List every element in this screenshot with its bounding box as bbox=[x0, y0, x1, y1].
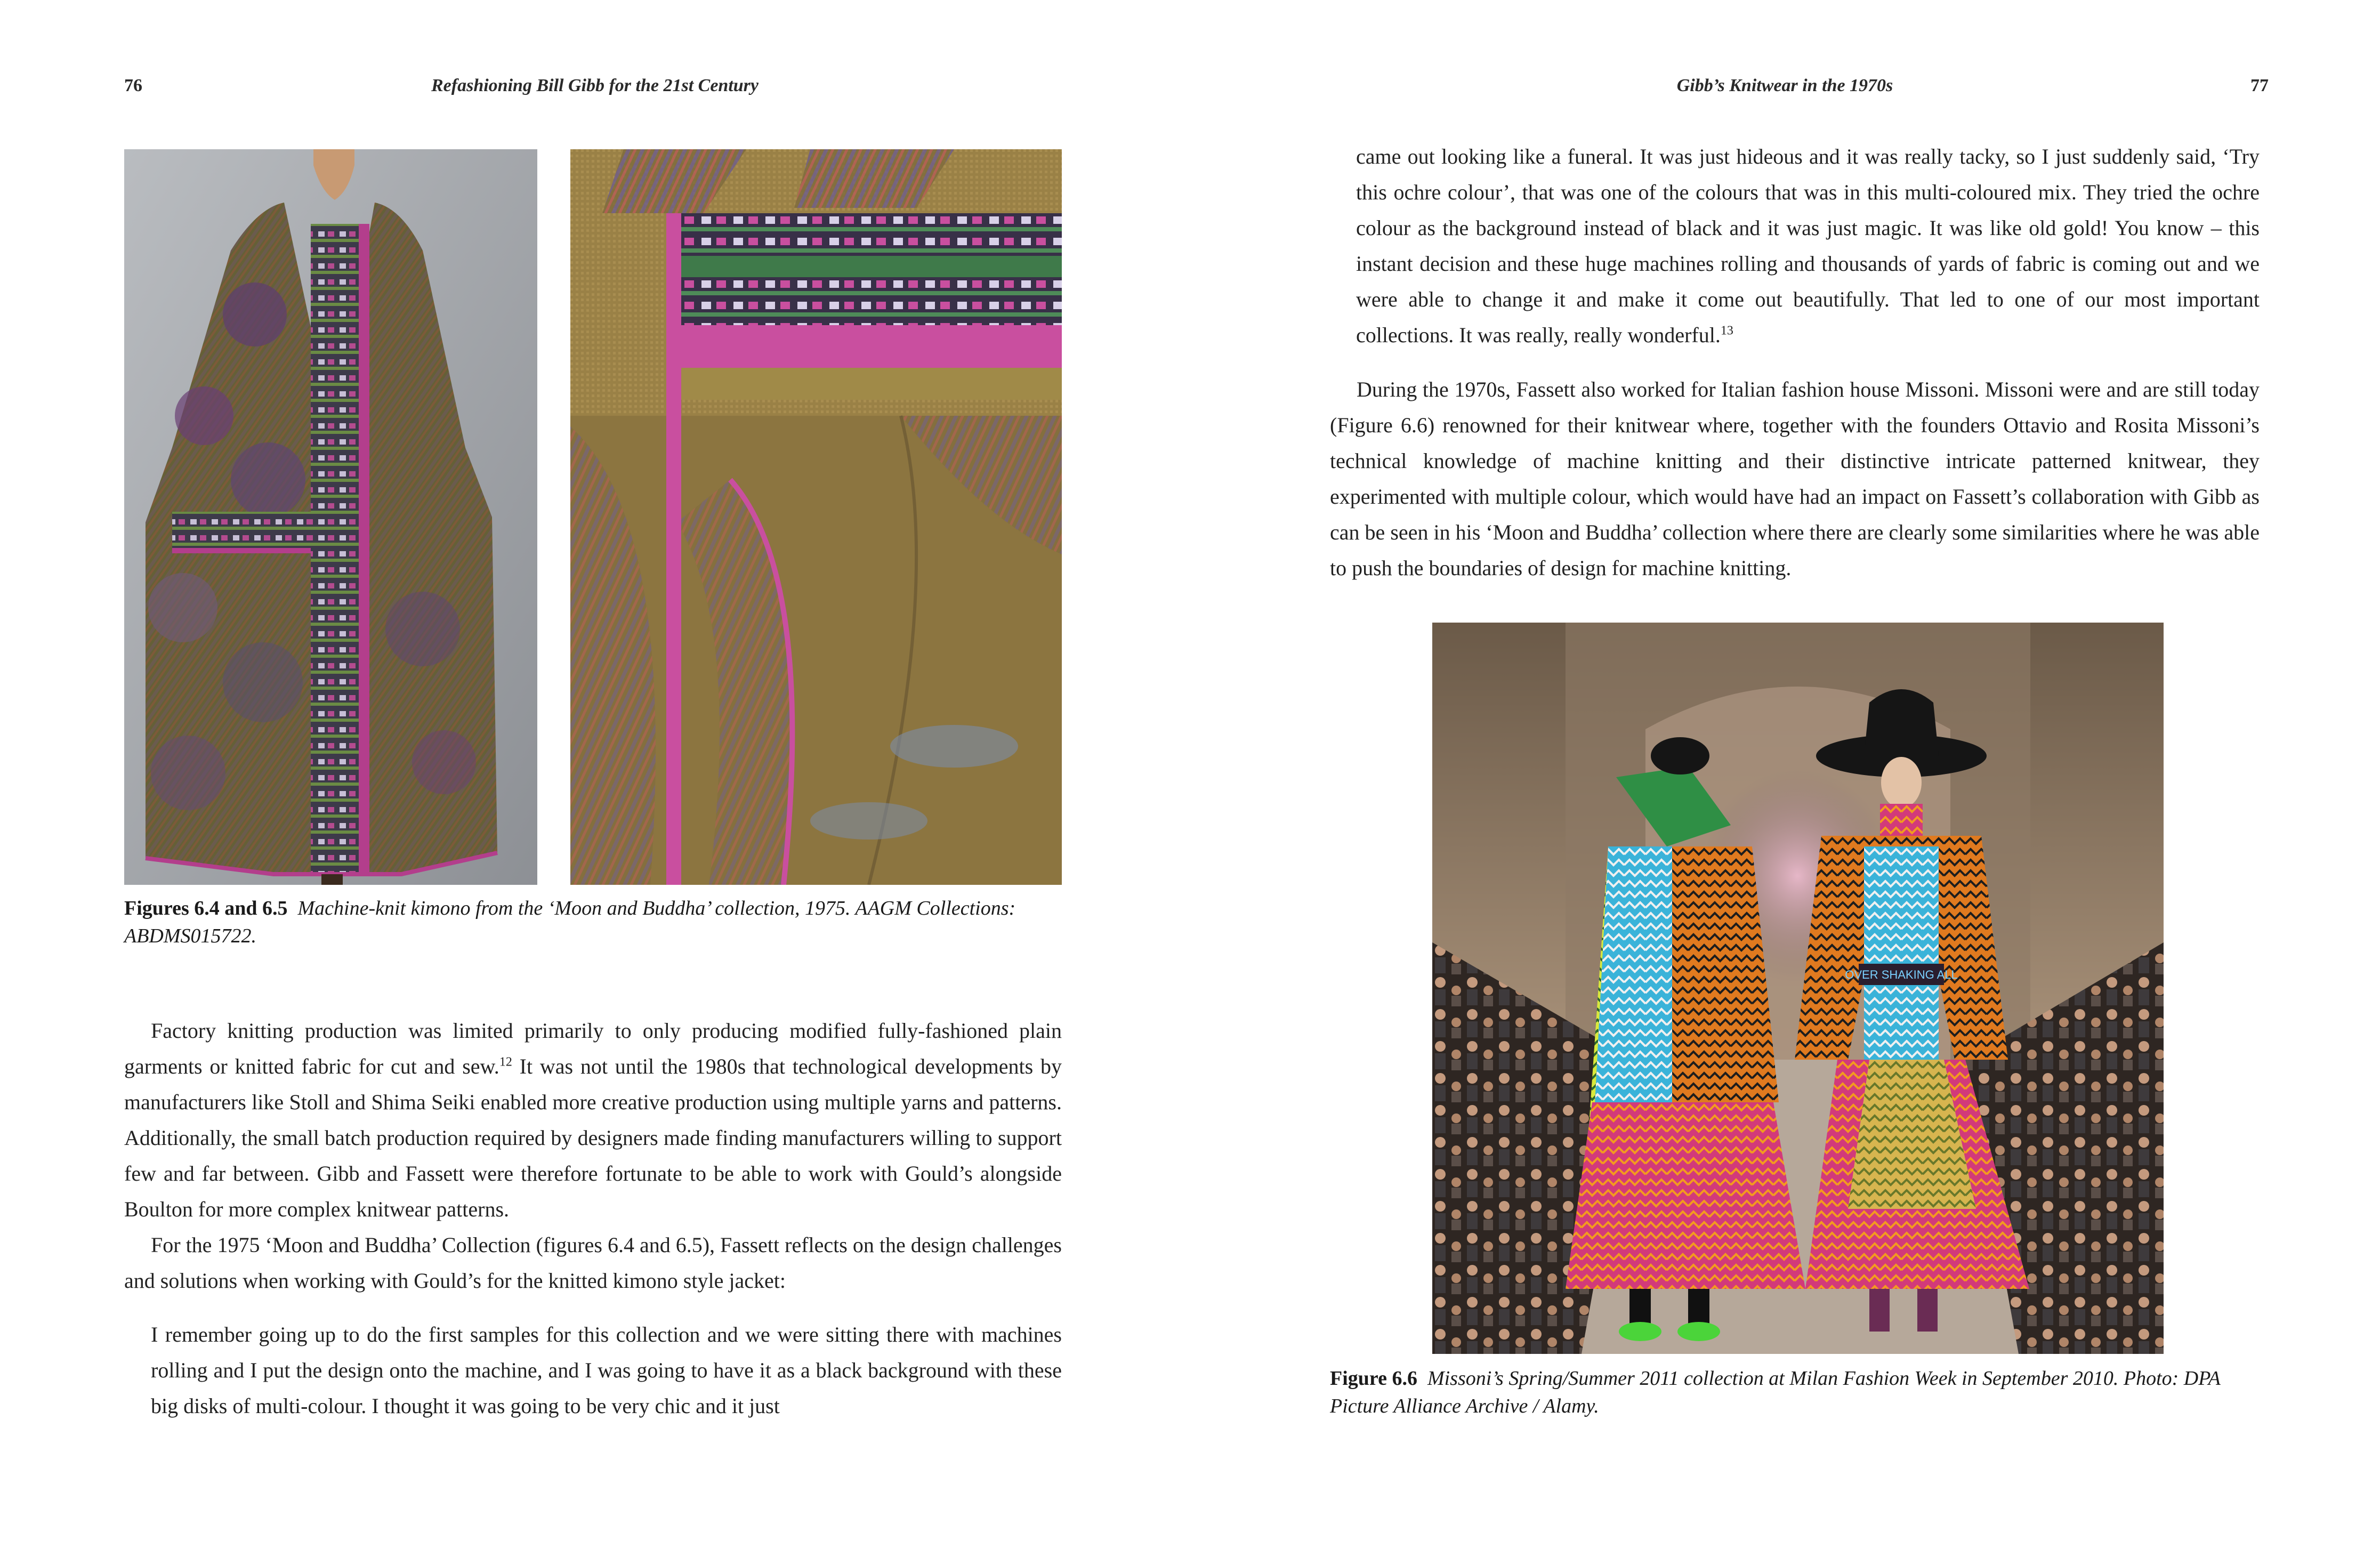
figure-caption-6-6 bbox=[1330, 1365, 2260, 1420]
missoni-runway-photo bbox=[1432, 623, 2164, 1354]
quote-text-left: I remember going up to do the first samples for this collection and we were sitting there with machines rolling and I put the design onto the machine, and I was going to have it as a black background with these big disks of multi-colour. I thought it was going to be very chic and it just bbox=[151, 1322, 1062, 1418]
figure-caption-6-4-6-5 bbox=[124, 894, 1062, 950]
runway-sign-text: OVER SHAKING ALL bbox=[1845, 968, 1958, 981]
paragraph-1-part-b: It was not until the 1980s that technological developments by manufacturers like Stoll and Shima Seiki enabled more creative production using multiple yarns and patterns. Additionally, the small batch production required by designers made finding manufacturers willing to support few and far between. Gibb and Fassett were therefore fortunate to be able to work with Gould’s alongside Boulton for more complex knitwear patterns. bbox=[124, 1054, 1062, 1221]
caption-text: Missoni’s Spring/Summer 2011 collection at Milan Fashion Week in September 2010. Photo: DPA Picture Alliance Archive / Alamy. bbox=[1330, 1367, 2221, 1417]
caption-label: Figure 6.6 bbox=[1330, 1367, 1417, 1390]
caption-text: Machine-knit kimono from the ‘Moon and Buddha’ collection, 1975. AAGM Collections: ABDMS015722. bbox=[124, 897, 1016, 947]
kimono-full-photo bbox=[124, 149, 537, 885]
right-page bbox=[1190, 0, 2380, 1549]
body-text-left bbox=[124, 1013, 1062, 1298]
quote-continued: came out looking like a funeral. It was just hideous and it was really tacky, so I just suddenly said, ‘Try this ochre colour’, that was one of the colours that was in this multi-coloured mix. They tried the ochre colour as the background instead of black and it was just magic. It was like old gold! You know – this instant decision and these huge machines rolling and thousands of yards of fabric is coming out and we were able to change it and make it come out beautifully. That led to one of our most important collections. It was really, really wonderful. bbox=[1356, 144, 2260, 347]
body-text-right bbox=[1330, 372, 2260, 586]
paragraph-1 bbox=[124, 1013, 1062, 1227]
footnote-ref-12: 12 bbox=[499, 1055, 512, 1069]
running-head-left: Refashioning Bill Gibb for the 21st Century bbox=[431, 76, 759, 95]
kimono-detail-photo bbox=[570, 149, 1062, 885]
quote-text-right bbox=[1356, 139, 2260, 353]
page-number-left: 76 bbox=[124, 76, 142, 95]
caption-label: Figures 6.4 and 6.5 bbox=[124, 897, 288, 919]
footnote-ref-13: 13 bbox=[1720, 324, 1733, 338]
paragraph-2: For the 1975 ‘Moon and Buddha’ Collection (figures 6.4 and 6.5), Fassett reflects on the design challenges and solutions when working with Gould’s for the knitted kimono style jacket: bbox=[124, 1233, 1062, 1293]
block-quote-left bbox=[151, 1317, 1062, 1424]
block-quote-right bbox=[1356, 139, 2260, 353]
paragraph-1-part-a: Factory knitting production was limited primarily to only producing modified fully-fashioned plain garments or knitted fabric for cut and sew. bbox=[124, 1019, 1062, 1078]
paragraph-missoni: During the 1970s, Fassett also worked for Italian fashion house Missoni. Missoni were and are still today (Figure 6.6) renowned for their knitwear where, together with the founders Ottavio and Rosita Missoni’s technical knowledge of machine knitting and their distinctive intricate patterned knitwear, they experimented with multiple colour, which would have had an impact on Fassett’s collaboration with Gibb as can be seen in his ‘Moon and Buddha’ collection where there are clearly some similarities where he was able to push the boundaries of design for machine knitting. bbox=[1330, 377, 2260, 580]
running-head-right: Gibb’s Knitwear in the 1970s bbox=[1676, 76, 1893, 95]
page-number-right: 77 bbox=[2250, 76, 2269, 95]
